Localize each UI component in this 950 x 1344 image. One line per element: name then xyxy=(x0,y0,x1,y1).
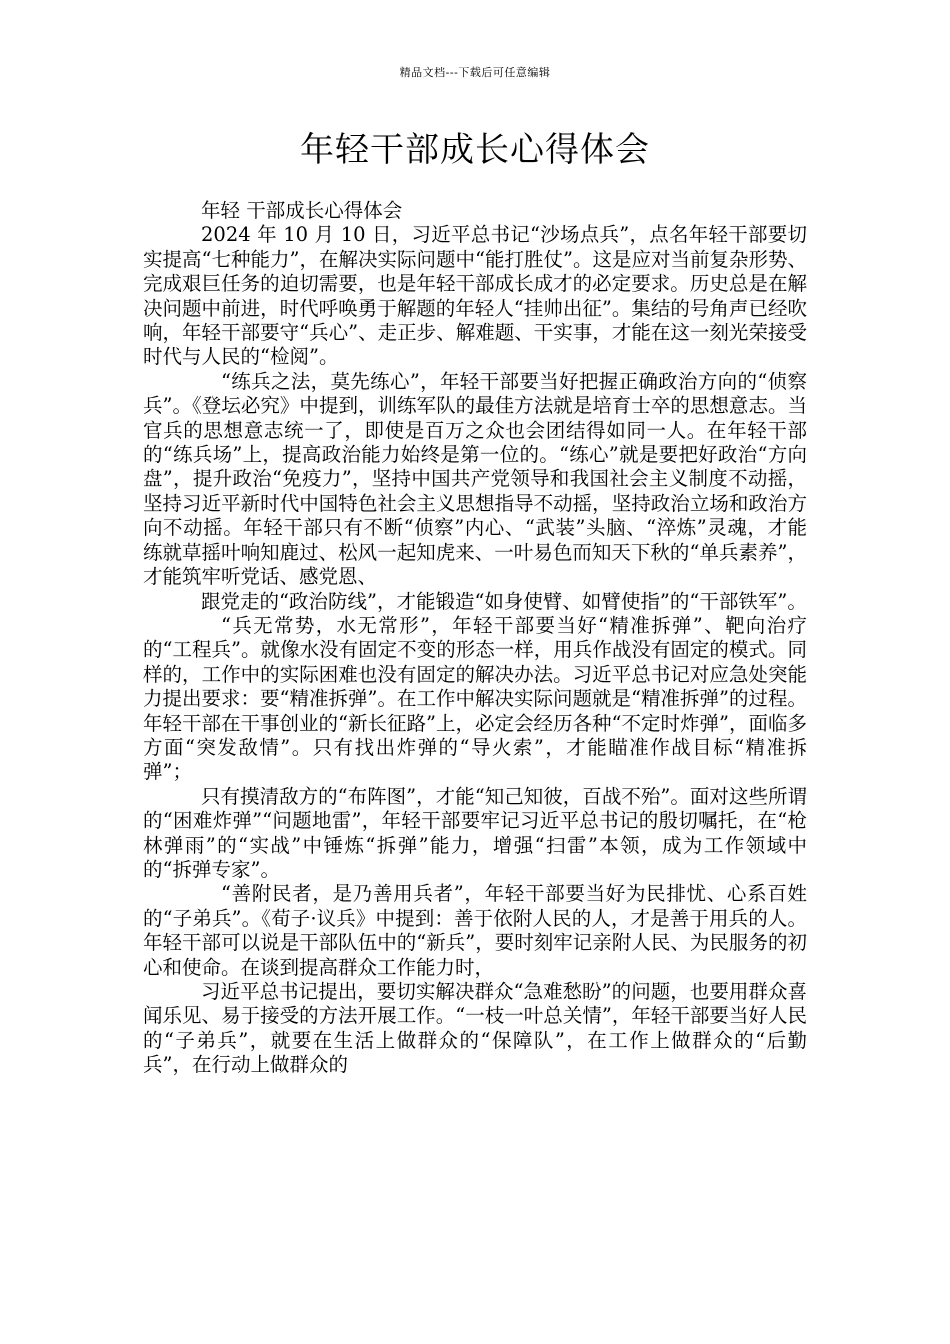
paragraph-political-defense: 跟党走的“政治防线”，才能锻造“如身使臂、如臂使指”的“干部铁军”。 xyxy=(201,589,807,613)
paragraph-know-enemy: 只有摸清敌方的“布阵图”，才能“知己知彼，百战不殆”。面对这些所谓的“困难炸弹”“问题地雷”，年轻干部要牢记习近平总书记的殷切嘱托，在“枪林弹雨”的“实战”中锤炼“拆弹”能力，增强“扫雷”本领，成为工作领域中的“拆弹专家”。 xyxy=(143,784,807,881)
paragraph-serve-people: “善附民者，是乃善用兵者”，年轻干部要当好为民排忧、心系百姓的“子弟兵”。《荀子·议兵》中提到：善于依附人民的人，才是善于用兵的人。年轻干部可以说是干部队伍中的“新兵”，要时刻牢记亲附人民、为民服务的初心和使命。在谈到提高群众工作能力时， xyxy=(143,882,807,979)
paragraph-mass-work: 习近平总书记提出，要切实解决群众“急难愁盼”的问题，也要用群众喜闻乐见、易于接受的方法开展工作。“一枝一叶总关情”，年轻干部要当好人民的“子弟兵”，就要在生活上做群众的“保障队”，在工作上做群众的“后勤兵”，在行动上做群众的 xyxy=(143,980,807,1077)
paragraph-political-direction: “练兵之法，莫先练心”，年轻干部要当好把握正确政治方向的“侦察兵”。《登坛必究》中提到，训练军队的最佳方法就是培育士卒的思想意志。当官兵的思想意志统一了，即使是百万之众也会团结得如同一人。在年轻干部的“练兵场”上，提高政治能力始终是第一位的。“练心”就是要把好政治“方向盘”，提升政治“免疫力”，坚持中国共产党领导和我国社会主义制度不动摇，坚持习近平新时代中国特色社会主义思想指导不动摇，坚持政治立场和政治方向不动摇。年轻干部只有不断“侦察”内心、“武装”头脑、“淬炼”灵魂，才能练就草摇叶响知鹿过、松风一起知虎来、一叶易色而知天下秋的“单兵素养”，才能筑牢听党话、感党恩、 xyxy=(143,369,807,589)
paragraph-subtitle: 年轻 干部成长心得体会 xyxy=(201,199,403,222)
document-body xyxy=(143,199,807,1078)
paragraph-intro: 2024 年 10 月 10 日，习近平总书记“沙场点兵”，点名年轻干部要切实提高“七种能力”，在解决实际问题中“能打胜仗”。这是应对当前复杂形势、完成艰巨任务的迫切需要，也是年轻干部成长成才的必定要求。历史总是在解决问题中前进，时代呼唤勇于解题的年轻人“挂帅出征”。集结的号角声已经吹响，年轻干部要守“兵心”、走正步、解难题、干实事，才能在这一刻光荣接受时代与人民的“检阅”。 xyxy=(143,223,807,369)
paragraph-bomb-disposal: “兵无常势，水无常形”，年轻干部要当好“精准拆弹”、靶向治疗的“工程兵”。就像水没有固定不变的形态一样，用兵作战没有固定的模式。同样的，工作中的实际困难也没有固定的解决办法。习近平总书记对应急处突能力提出要求：要“精准拆弹”。在工作中解决实际问题就是“精准拆弹”的过程。年轻干部在干事创业的“新长征路”上，必定会经历各种“不定时炸弹”，面临多方面“突发敌情”。只有找出炸弹的“导火索”，才能瞄准作战目标“精准拆弹”； xyxy=(143,613,807,784)
header-note: 精品文档---下载后可任意编辑 xyxy=(399,66,551,79)
document-title: 年轻干部成长心得体会 xyxy=(300,130,650,170)
